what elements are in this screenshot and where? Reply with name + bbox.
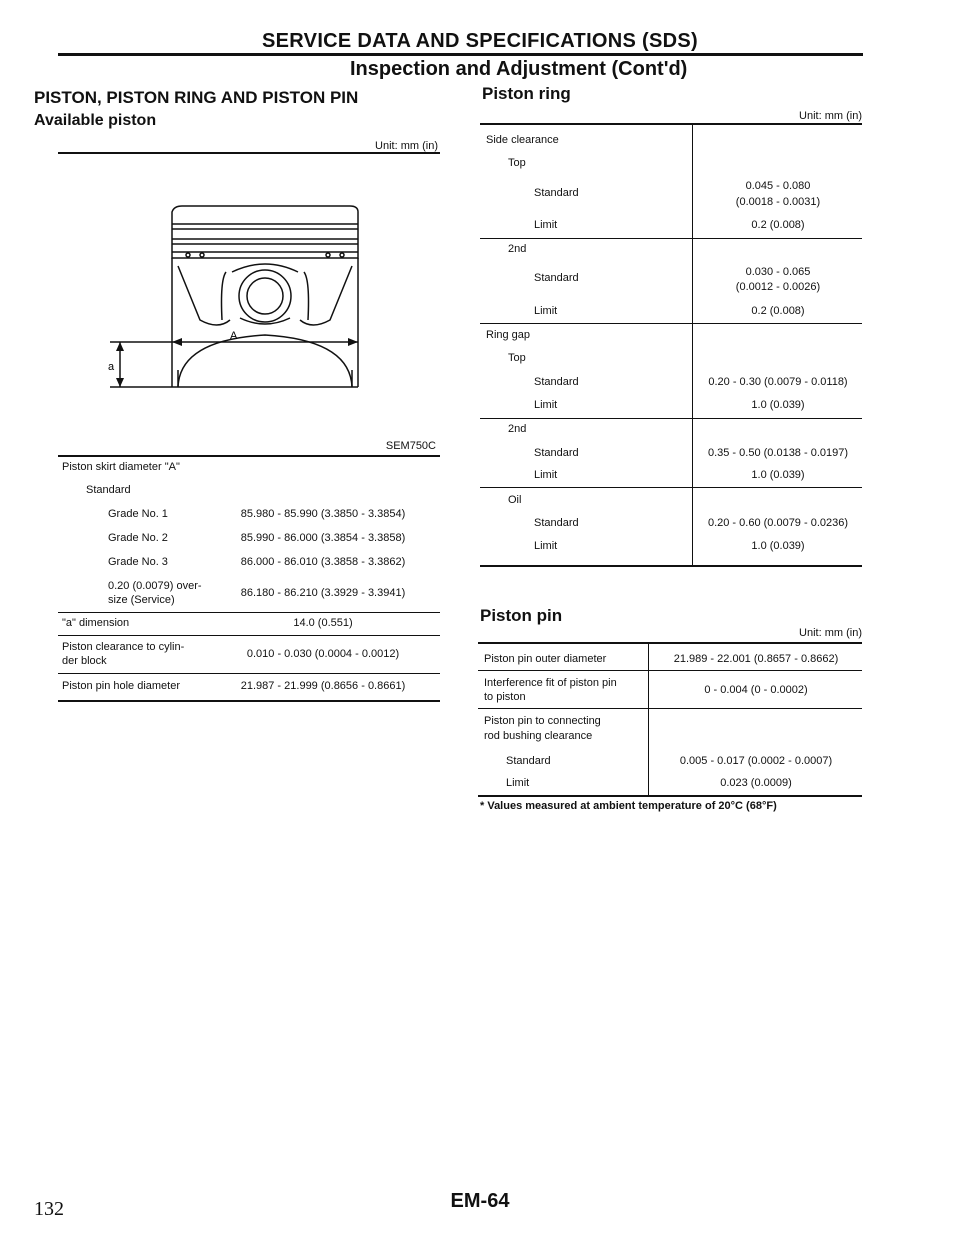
row-value: (0.0018 - 0.0031) bbox=[735, 196, 821, 208]
row-label: Grade No. 3 bbox=[108, 556, 168, 568]
left-table-bottom-rule bbox=[58, 700, 440, 702]
row-value: (0.0012 - 0.0026) bbox=[735, 281, 821, 293]
row-value: 21.987 - 21.999 (0.8656 - 0.8661) bbox=[240, 680, 406, 692]
row-rule bbox=[480, 238, 862, 239]
pin-title: Piston pin bbox=[480, 606, 563, 625]
row-label: Side clearance bbox=[486, 134, 559, 146]
ring-table-divider bbox=[692, 124, 693, 566]
row-value: 0.20 - 0.60 (0.0079 - 0.0236) bbox=[707, 517, 849, 529]
section-title: PISTON, PISTON RING AND PISTON PIN bbox=[34, 88, 359, 107]
row-value: 0.2 (0.008) bbox=[751, 219, 805, 231]
left-table-top-rule bbox=[58, 152, 440, 154]
row-rule bbox=[58, 673, 440, 674]
row-rule bbox=[480, 487, 862, 488]
row-label: size (Service) bbox=[108, 594, 175, 606]
row-label: Standard bbox=[534, 376, 579, 388]
row-value: 0.35 - 0.50 (0.0138 - 0.0197) bbox=[707, 447, 849, 459]
row-label: 2nd bbox=[508, 243, 527, 255]
row-value: 14.0 (0.551) bbox=[293, 617, 353, 629]
pin-table-top-rule bbox=[478, 642, 862, 644]
row-rule bbox=[478, 670, 862, 671]
row-label: Piston skirt diameter "A" bbox=[62, 461, 180, 473]
pin-table-divider bbox=[648, 643, 649, 796]
row-label: rod bushing clearance bbox=[484, 730, 593, 742]
row-value: 85.990 - 86.000 (3.3854 - 3.3858) bbox=[240, 532, 406, 544]
dimension-a-label: a bbox=[108, 361, 115, 373]
row-label: Standard bbox=[534, 272, 579, 284]
ring-table-top-rule bbox=[480, 123, 862, 125]
subsection-title: Available piston bbox=[34, 112, 157, 129]
row-value: 86.180 - 86.210 (3.3929 - 3.3941) bbox=[240, 587, 406, 599]
row-value: 0.2 (0.008) bbox=[751, 305, 805, 317]
row-value: 0.045 - 0.080 bbox=[745, 180, 811, 192]
row-label: Standard bbox=[534, 187, 579, 199]
row-label: Standard bbox=[506, 755, 551, 767]
row-label: Top bbox=[508, 157, 526, 169]
row-rule bbox=[480, 418, 862, 419]
row-label: Oil bbox=[508, 494, 522, 506]
row-label: Interference fit of piston pin bbox=[484, 677, 617, 689]
pin-table-bottom-rule bbox=[478, 795, 862, 797]
row-label: Grade No. 1 bbox=[108, 508, 168, 520]
row-value: 0.010 - 0.030 (0.0004 - 0.0012) bbox=[246, 648, 400, 660]
row-label: Limit bbox=[534, 399, 558, 411]
row-value: 0.20 - 0.30 (0.0079 - 0.0118) bbox=[708, 376, 848, 388]
row-value: 0 - 0.004 (0 - 0.0002) bbox=[704, 684, 808, 696]
row-label: Limit bbox=[534, 469, 558, 481]
row-value: 21.989 - 22.001 (0.8657 - 0.8662) bbox=[673, 653, 839, 665]
row-label: Top bbox=[508, 352, 526, 364]
figure-bottom-rule bbox=[58, 455, 440, 457]
row-label: 2nd bbox=[508, 423, 527, 435]
ring-unit: Unit: mm (in) bbox=[799, 110, 862, 122]
row-label: Piston pin to connecting bbox=[484, 715, 601, 727]
row-label: Piston pin outer diameter bbox=[484, 653, 607, 665]
page-title: SERVICE DATA AND SPECIFICATIONS (SDS) bbox=[262, 30, 698, 52]
dimension-A-label: A bbox=[230, 330, 238, 342]
row-rule bbox=[478, 708, 862, 709]
row-label: Limit bbox=[534, 305, 558, 317]
page-number: 132 bbox=[34, 1198, 64, 1220]
row-label: "a" dimension bbox=[62, 617, 130, 629]
row-value: 85.980 - 85.990 (3.3850 - 3.3854) bbox=[240, 508, 406, 520]
figure-code: SEM750C bbox=[385, 440, 436, 452]
row-label: Limit bbox=[534, 219, 558, 231]
pin-unit: Unit: mm (in) bbox=[799, 627, 862, 639]
row-label: 0.20 (0.0079) over- bbox=[108, 580, 202, 592]
row-label: Limit bbox=[534, 540, 558, 552]
row-label: Piston pin hole diameter bbox=[62, 680, 181, 692]
row-rule bbox=[480, 323, 862, 324]
row-value: 1.0 (0.039) bbox=[751, 399, 805, 411]
row-label: Standard bbox=[86, 484, 131, 496]
row-label: Piston clearance to cylin- bbox=[62, 641, 185, 653]
footnote: * Values measured at ambient temperature of 20°C (68°F) bbox=[480, 800, 777, 812]
row-label: der block bbox=[62, 655, 107, 667]
left-unit: Unit: mm (in) bbox=[375, 140, 438, 152]
ring-table-bottom-rule bbox=[480, 565, 862, 567]
row-label: Standard bbox=[534, 517, 579, 529]
row-rule bbox=[58, 635, 440, 636]
row-rule bbox=[58, 612, 440, 613]
row-label: Grade No. 2 bbox=[108, 532, 168, 544]
row-value: 86.000 - 86.010 (3.3858 - 3.3862) bbox=[240, 556, 406, 568]
row-label: Ring gap bbox=[486, 329, 531, 341]
row-value: 1.0 (0.039) bbox=[751, 469, 805, 481]
row-value: 0.030 - 0.065 bbox=[745, 266, 811, 278]
page-subtitle: Inspection and Adjustment (Cont'd) bbox=[350, 58, 688, 80]
piston-figure bbox=[100, 200, 380, 410]
title-rule bbox=[58, 53, 863, 56]
row-value: 1.0 (0.039) bbox=[751, 540, 805, 552]
row-label: Standard bbox=[534, 447, 579, 459]
row-value: 0.005 - 0.017 (0.0002 - 0.0007) bbox=[679, 755, 833, 767]
ring-title: Piston ring bbox=[482, 84, 571, 103]
row-label: to piston bbox=[484, 691, 526, 703]
row-value: 0.023 (0.0009) bbox=[720, 777, 792, 789]
page-code: EM-64 bbox=[450, 1190, 510, 1212]
row-label: Limit bbox=[506, 777, 530, 789]
